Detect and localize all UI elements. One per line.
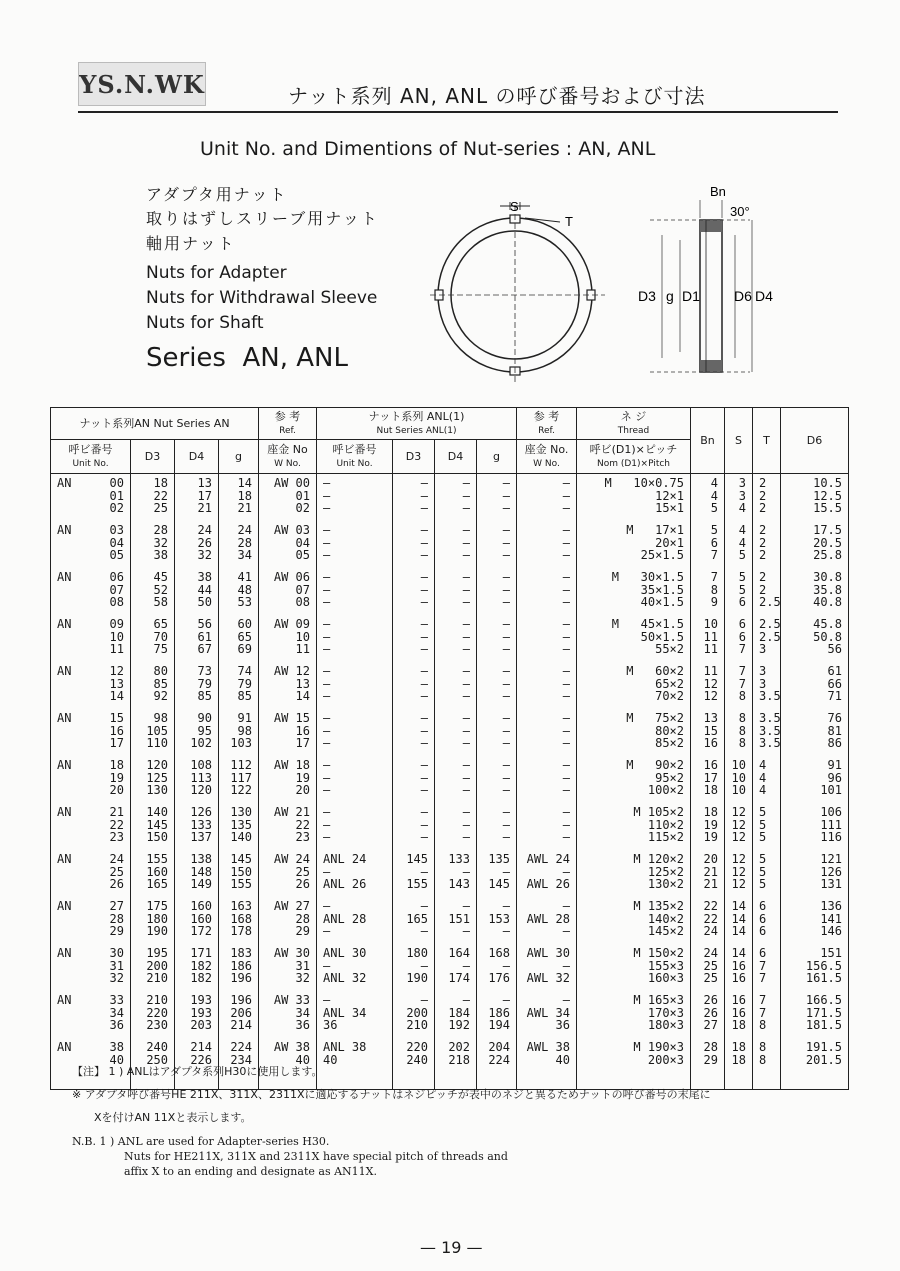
cell-anl-g: — — — (477, 568, 517, 615)
cell-anl-d3: 220 240 (393, 1038, 435, 1090)
table-row (51, 850, 849, 897)
unit-numbers: 06 07 08 (109, 570, 124, 609)
series-title: Series AN, ANL (146, 343, 348, 373)
cell-w: AW 38 40 (259, 1038, 317, 1090)
cell-d6: 76 81 86 (781, 709, 849, 756)
cell-d4: 108 113 120 (175, 756, 219, 803)
cell-d6: 191.5 201.5 (781, 1038, 849, 1090)
cell-anl-d3: 145 — 155 (393, 850, 435, 897)
cell-d4: 13 17 21 (175, 474, 219, 522)
label-d1: D1 (682, 288, 700, 304)
cell-anl-d4: — — — (435, 615, 477, 662)
cell-anl: — — — (317, 709, 393, 756)
cell-d6: 17.5 20.5 25.8 (781, 521, 849, 568)
cell-anl: — — — (317, 474, 393, 522)
unit-numbers: 33 34 36 (109, 993, 124, 1032)
cell-w: AW 12 13 14 (259, 662, 317, 709)
cell-anl-g: — — — (477, 662, 517, 709)
header-an-group: ナット系列AN Nut Series AN (51, 408, 259, 440)
cell-anl-d4: — — — (435, 521, 477, 568)
unit-numbers: 12 13 14 (109, 664, 124, 703)
series-prefix: AN (57, 617, 72, 631)
cell-d6: 121 126 131 (781, 850, 849, 897)
cell-anl-g: 135 — 145 (477, 850, 517, 897)
cell-unit-no (51, 991, 131, 1038)
cell-d6: 151 156.5 161.5 (781, 944, 849, 991)
cell-t: 6 7 7 (753, 944, 781, 991)
cell-bn: 22 22 24 (691, 897, 725, 944)
cell-bn: 13 15 16 (691, 709, 725, 756)
cell-d4: 38 44 50 (175, 568, 219, 615)
unit-numbers: 03 04 05 (109, 523, 124, 562)
cell-w: AW 21 22 23 (259, 803, 317, 850)
intro-jp-line: 取りはずしスリーブ用ナット (146, 209, 379, 228)
series-prefix: AN (57, 852, 72, 866)
cell-t: 8 8 (753, 1038, 781, 1090)
cell-awl: AWL 38 40 (517, 1038, 577, 1090)
cell-t: 6 6 6 (753, 897, 781, 944)
cell-d6: 136 141 146 (781, 897, 849, 944)
cell-t: 2 2 2 (753, 521, 781, 568)
page-title: ナット系列 AN, ANL の呼び番号および寸法 (288, 84, 706, 108)
header-d4: D4 (175, 440, 219, 474)
unit-numbers: 15 16 17 (109, 711, 124, 750)
cell-awl: — — — (517, 756, 577, 803)
cell-unit-no (51, 756, 131, 803)
cell-d3: 155 160 165 (131, 850, 175, 897)
cell-d6: 10.5 12.5 15.5 (781, 474, 849, 522)
brand-logo: YS.N.WK (78, 62, 206, 106)
cell-anl: — ANL 28 — (317, 897, 393, 944)
cell-s: 10 10 10 (725, 756, 753, 803)
series-prefix: AN (57, 664, 72, 678)
cell-anl-d4: — — — (435, 709, 477, 756)
cell-w: AW 30 31 32 (259, 944, 317, 991)
cell-d6: 166.5 171.5 181.5 (781, 991, 849, 1038)
cell-d3: 45 52 58 (131, 568, 175, 615)
unit-numbers: 18 19 20 (109, 758, 124, 797)
cell-t: 2 2 2 (753, 474, 781, 522)
cell-awl: — — — (517, 803, 577, 850)
cell-anl-g: 168 — 176 (477, 944, 517, 991)
cell-anl-d4: — — — (435, 662, 477, 709)
cell-w: AW 27 28 29 (259, 897, 317, 944)
cell-awl: — — — (517, 521, 577, 568)
cell-g: 74 79 85 (219, 662, 259, 709)
cell-anl: — — — (317, 756, 393, 803)
header-s: S (725, 408, 753, 474)
table-row (51, 709, 849, 756)
cell-g: 196 206 214 (219, 991, 259, 1038)
table-row (51, 568, 849, 615)
cell-d3: 80 85 92 (131, 662, 175, 709)
label-d6: D6 (734, 288, 752, 304)
cell-t: 2 2 2.5 (753, 568, 781, 615)
cell-anl: — — — (317, 615, 393, 662)
cell-anl-g: — — — (477, 709, 517, 756)
unit-numbers: 24 25 26 (109, 852, 124, 891)
cell-anl-d4: 133 — 143 (435, 850, 477, 897)
cell-g: 183 186 196 (219, 944, 259, 991)
header-washer2: 座金 No. W No. (517, 440, 577, 474)
cell-awl: AWL 30 — AWL 32 (517, 944, 577, 991)
cell-awl: — — — (517, 474, 577, 522)
cell-thread: M 135×2 140×2 145×2 (577, 897, 691, 944)
label-g: g (666, 288, 674, 304)
intro-en-line: Nuts for Shaft (146, 313, 264, 333)
unit-numbers: 21 22 23 (109, 805, 124, 844)
note-jp-1: 【注】 1 ) ANLはアダプタ系列H30に使用します。 (72, 1065, 323, 1078)
cell-d3: 140 145 150 (131, 803, 175, 850)
cell-d3: 195 200 210 (131, 944, 175, 991)
cell-d6: 45.8 50.8 56 (781, 615, 849, 662)
cell-anl-d3: — — — (393, 521, 435, 568)
header-d6: D6 (781, 408, 849, 474)
cell-thread: M 120×2 125×2 130×2 (577, 850, 691, 897)
cell-awl: — — — (517, 568, 577, 615)
cell-anl-d3: — — — (393, 756, 435, 803)
cell-d4: 138 148 149 (175, 850, 219, 897)
cell-s: 6 6 7 (725, 615, 753, 662)
cell-bn: 11 12 12 (691, 662, 725, 709)
cell-s: 18 18 (725, 1038, 753, 1090)
cell-anl-d4: — 151 — (435, 897, 477, 944)
cell-s: 3 3 4 (725, 474, 753, 522)
cell-anl-d3: — 200 210 (393, 991, 435, 1038)
header-pitch: 呼ビ(D1)×ピッチ Nom (D1)×Pitch (577, 440, 691, 474)
header-anl-d4: D4 (435, 440, 477, 474)
cell-s: 4 4 5 (725, 521, 753, 568)
cell-bn: 4 4 5 (691, 474, 725, 522)
cell-unit-no (51, 944, 131, 991)
cell-w: AW 06 07 08 (259, 568, 317, 615)
cell-thread: M 10×0.75 12×1 15×1 (577, 474, 691, 522)
cell-awl: — — — (517, 709, 577, 756)
unit-numbers: 27 28 29 (109, 899, 124, 938)
series-prefix: AN (57, 711, 72, 725)
cell-s: 12 12 12 (725, 803, 753, 850)
cell-d4: 56 61 67 (175, 615, 219, 662)
cell-unit-no (51, 850, 131, 897)
label-d4: D4 (755, 288, 773, 304)
cell-w: AW 15 16 17 (259, 709, 317, 756)
cell-anl: — — — (317, 662, 393, 709)
cell-thread: M 60×2 65×2 70×2 (577, 662, 691, 709)
cell-anl-d4: — 184 192 (435, 991, 477, 1038)
table-row (51, 944, 849, 991)
cell-d6: 91 96 101 (781, 756, 849, 803)
subtitle: Unit No. and Dimentions of Nut-series : AN, ANL (200, 138, 656, 160)
cell-g: 224 234 (219, 1038, 259, 1090)
cell-bn: 26 26 27 (691, 991, 725, 1038)
cell-d4: 126 133 137 (175, 803, 219, 850)
cell-anl-d3: 180 — 190 (393, 944, 435, 991)
note-en-3: affix X to an ending and designate as AN11X. (124, 1165, 377, 1178)
header-ref1: 参 考 Ref. (259, 408, 317, 440)
series-prefix: AN (57, 946, 72, 960)
note-en-2: Nuts for HE211X, 311X and 2311X have special pitch of threads and (124, 1150, 508, 1163)
cell-thread: M 17×1 20×1 25×1.5 (577, 521, 691, 568)
cell-anl-d4: 202 218 (435, 1038, 477, 1090)
cell-d4: 171 182 182 (175, 944, 219, 991)
cell-w: AW 33 34 36 (259, 991, 317, 1038)
cell-t: 5 5 5 (753, 850, 781, 897)
cell-d3: 65 70 75 (131, 615, 175, 662)
header-anl-group: ナット系列 ANL(1) Nut Series ANL(1) (317, 408, 517, 440)
unit-numbers: 09 10 11 (109, 617, 124, 656)
label-d3: D3 (638, 288, 656, 304)
table-row (51, 662, 849, 709)
cell-anl-d3: — — — (393, 474, 435, 522)
cell-g: 145 150 155 (219, 850, 259, 897)
cell-anl-g: — — — (477, 521, 517, 568)
intro-en-line: Nuts for Adapter (146, 263, 287, 283)
header-anl-d3: D3 (393, 440, 435, 474)
cell-thread: M 165×3 170×3 180×3 (577, 991, 691, 1038)
cell-d3: 175 180 190 (131, 897, 175, 944)
header-ref2: 参 考 Ref. (517, 408, 577, 440)
cell-bn: 7 8 9 (691, 568, 725, 615)
cell-unit-no (51, 709, 131, 756)
cell-thread: M 105×2 110×2 115×2 (577, 803, 691, 850)
cell-awl: — AWL 34 36 (517, 991, 577, 1038)
cell-anl: ANL 24 — ANL 26 (317, 850, 393, 897)
cell-awl: — — — (517, 662, 577, 709)
series-prefix: AN (57, 523, 72, 537)
cell-s: 14 16 16 (725, 944, 753, 991)
intro-jp-line: アダプタ用ナット (146, 185, 288, 204)
table-row (51, 521, 849, 568)
cell-anl-g: — — — (477, 474, 517, 522)
cell-d3: 18 22 25 (131, 474, 175, 522)
cell-anl-g: — 153 — (477, 897, 517, 944)
header-unit-no: 呼ビ番号 Unit No. (51, 440, 131, 474)
cell-g: 130 135 140 (219, 803, 259, 850)
cell-d6: 30.8 35.8 40.8 (781, 568, 849, 615)
cell-thread: M 30×1.5 35×1.5 40×1.5 (577, 568, 691, 615)
cell-w: AW 24 25 26 (259, 850, 317, 897)
cell-anl-g: — — — (477, 615, 517, 662)
series-prefix: AN (57, 805, 72, 819)
cell-anl-d4: 164 — 174 (435, 944, 477, 991)
table-row (51, 474, 849, 522)
cell-d3: 210 220 230 (131, 991, 175, 1038)
intro-jp-line: 軸用ナット (146, 234, 236, 253)
series-prefix: AN (57, 899, 72, 913)
cell-t: 7 7 8 (753, 991, 781, 1038)
table-row (51, 615, 849, 662)
cell-g: 24 28 34 (219, 521, 259, 568)
cell-unit-no (51, 615, 131, 662)
cell-anl: ANL 30 — ANL 32 (317, 944, 393, 991)
cell-bn: 16 17 18 (691, 756, 725, 803)
cell-thread: M 190×3 200×3 (577, 1038, 691, 1090)
cell-anl-d4: — — — (435, 803, 477, 850)
series-prefix: AN (57, 570, 72, 584)
cell-t: 4 4 4 (753, 756, 781, 803)
cell-d6: 106 111 116 (781, 803, 849, 850)
cell-unit-no (51, 474, 131, 522)
cell-s: 5 5 6 (725, 568, 753, 615)
cell-d4: 24 26 32 (175, 521, 219, 568)
cell-anl-d4: — — — (435, 568, 477, 615)
cell-w: AW 00 01 02 (259, 474, 317, 522)
cell-g: 112 117 122 (219, 756, 259, 803)
cell-w: AW 09 10 11 (259, 615, 317, 662)
header-bn: Bn (691, 408, 725, 474)
cell-anl-d3: — — — (393, 803, 435, 850)
cell-anl-d4: — — — (435, 756, 477, 803)
note-en-1: N.B. 1 ) ANL are used for Adapter-series H30. (72, 1135, 330, 1148)
cell-d4: 160 160 172 (175, 897, 219, 944)
cell-unit-no (51, 662, 131, 709)
cell-s: 14 14 14 (725, 897, 753, 944)
cell-g: 14 18 21 (219, 474, 259, 522)
cell-thread: M 90×2 95×2 100×2 (577, 756, 691, 803)
intro-en-line: Nuts for Withdrawal Sleeve (146, 288, 378, 308)
cell-t: 2.5 2.5 3 (753, 615, 781, 662)
cell-g: 163 168 178 (219, 897, 259, 944)
cell-bn: 5 6 7 (691, 521, 725, 568)
cell-d3: 120 125 130 (131, 756, 175, 803)
cell-anl-d3: — 165 — (393, 897, 435, 944)
cell-w: AW 18 19 20 (259, 756, 317, 803)
cell-anl-g: — 186 194 (477, 991, 517, 1038)
unit-numbers: 38 40 (109, 1040, 124, 1067)
cell-anl-d3: — — — (393, 615, 435, 662)
page-number: — 19 — (420, 1238, 483, 1257)
cell-t: 5 5 5 (753, 803, 781, 850)
cell-t: 3.5 3.5 3.5 (753, 709, 781, 756)
label-t: T (565, 214, 573, 229)
cell-unit-no (51, 568, 131, 615)
cell-anl-d3: — — — (393, 709, 435, 756)
table-row (51, 897, 849, 944)
cell-bn: 18 19 19 (691, 803, 725, 850)
table-row (51, 803, 849, 850)
nut-diagram (430, 180, 790, 390)
cell-d3: 98 105 110 (131, 709, 175, 756)
cell-bn: 28 29 (691, 1038, 725, 1090)
series-prefix: AN (57, 758, 72, 772)
cell-anl: — ANL 34 36 (317, 991, 393, 1038)
header-anl-g: g (477, 440, 517, 474)
cell-bn: 20 21 21 (691, 850, 725, 897)
cell-d4: 73 79 85 (175, 662, 219, 709)
cell-d4: 193 193 203 (175, 991, 219, 1038)
cell-thread: M 150×2 155×3 160×3 (577, 944, 691, 991)
header-d3: D3 (131, 440, 175, 474)
notes-jp (72, 1060, 711, 1129)
cell-anl: — — — (317, 521, 393, 568)
cell-s: 7 7 8 (725, 662, 753, 709)
series-prefix: AN (57, 476, 72, 490)
cell-unit-no (51, 803, 131, 850)
cell-d6: 61 66 71 (781, 662, 849, 709)
cell-t: 3 3 3.5 (753, 662, 781, 709)
series-prefix: AN (57, 993, 72, 1007)
table-row (51, 756, 849, 803)
cell-anl-d4: — — — (435, 474, 477, 522)
cell-unit-no (51, 521, 131, 568)
cell-s: 12 12 12 (725, 850, 753, 897)
cell-anl: — — — (317, 568, 393, 615)
notes-en (72, 1134, 508, 1179)
header-unit-no2: 呼ビ番号 Unit No. (317, 440, 393, 474)
header-rule (78, 111, 838, 113)
cell-g: 60 65 69 (219, 615, 259, 662)
cell-awl: — — — (517, 615, 577, 662)
header-t: T (753, 408, 781, 474)
cell-d4: 90 95 102 (175, 709, 219, 756)
cell-thread: M 45×1.5 50×1.5 55×2 (577, 615, 691, 662)
header-g: g (219, 440, 259, 474)
cell-d3: 28 32 38 (131, 521, 175, 568)
cell-anl-g: — — — (477, 803, 517, 850)
cell-anl-g: — — — (477, 756, 517, 803)
note-jp-2: ※ アダプタ呼び番号HE 211X、311X、2311Xに適応するナットはネジピッチが表中のネジと異るためナットの呼び番号の末尾に (72, 1088, 711, 1101)
note-jp-3: Xを付けAN 11Xと表示します。 (94, 1111, 252, 1124)
table-row (51, 991, 849, 1038)
label-s: S (510, 199, 519, 214)
series-prefix: AN (57, 1040, 72, 1054)
cell-anl-d3: — — — (393, 568, 435, 615)
cell-thread: M 75×2 80×2 85×2 (577, 709, 691, 756)
cell-bn: 10 11 11 (691, 615, 725, 662)
cell-s: 16 16 18 (725, 991, 753, 1038)
cell-unit-no (51, 897, 131, 944)
cell-awl: AWL 24 — AWL 26 (517, 850, 577, 897)
cell-s: 8 8 8 (725, 709, 753, 756)
cell-w: AW 03 04 05 (259, 521, 317, 568)
cell-anl: ANL 38 40 (317, 1038, 393, 1090)
cell-anl-d3: — — — (393, 662, 435, 709)
header-thread: ネ ジ Thread (577, 408, 691, 440)
unit-numbers: 00 01 02 (109, 476, 124, 515)
cell-g: 91 98 103 (219, 709, 259, 756)
label-angle: 30° (730, 204, 750, 219)
cell-anl-g: 204 224 (477, 1038, 517, 1090)
cell-anl: — — — (317, 803, 393, 850)
dimensions-table (50, 407, 849, 1090)
header-washer: 座金 No W No. (259, 440, 317, 474)
cell-d3: 240 250 (131, 1038, 175, 1090)
cell-awl: — AWL 28 — (517, 897, 577, 944)
cell-g: 41 48 53 (219, 568, 259, 615)
cell-d4: 214 226 (175, 1038, 219, 1090)
cell-bn: 24 25 25 (691, 944, 725, 991)
unit-numbers: 30 31 32 (109, 946, 124, 985)
label-bn: Bn (710, 184, 726, 199)
